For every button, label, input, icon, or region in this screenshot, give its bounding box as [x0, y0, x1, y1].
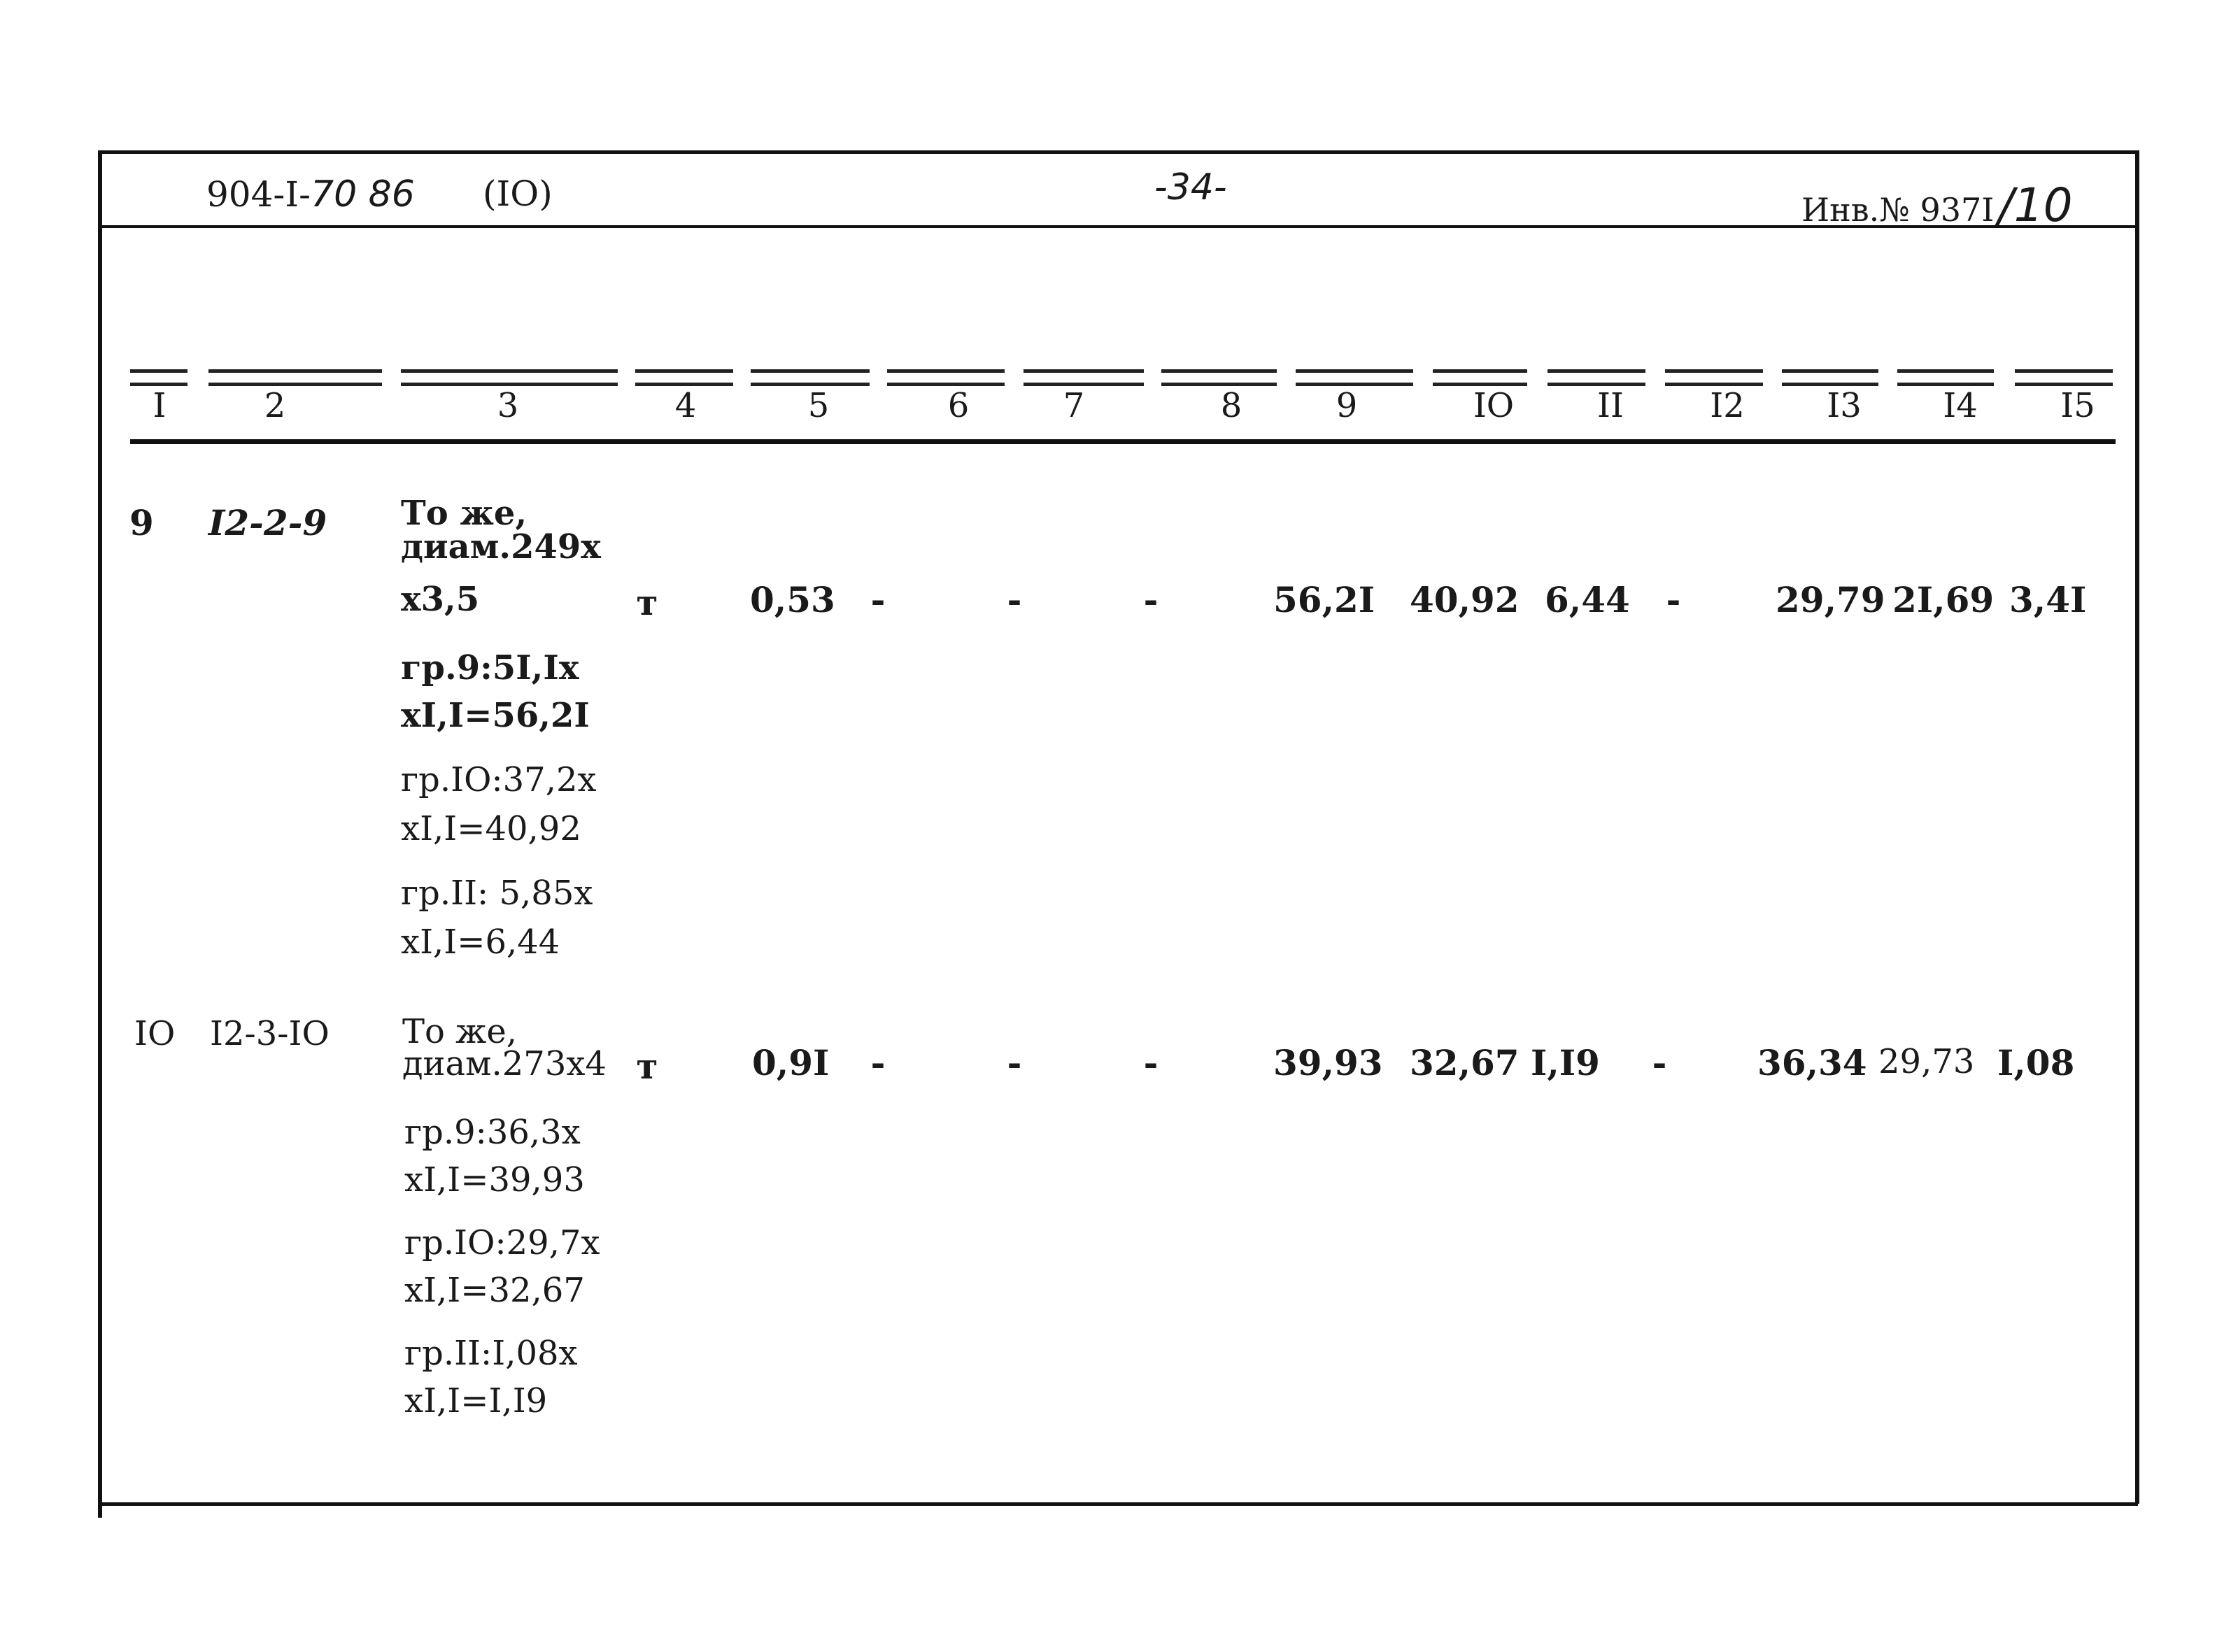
column-number: 7 — [1063, 386, 1085, 425]
row-description — [402, 1012, 607, 1083]
note-line: хI,I=56,2I — [401, 696, 590, 735]
note-line: хI,I=32,67 — [404, 1271, 585, 1310]
column-number: 2 — [264, 386, 286, 425]
column-number: I5 — [2060, 386, 2095, 425]
page-number: -34- — [1154, 166, 1227, 208]
unit: т — [636, 1046, 658, 1087]
note-line: хI,I=39,93 — [404, 1160, 585, 1199]
row-notes — [401, 643, 597, 967]
inventory-label: Инв.№ 937I — [1801, 191, 1995, 229]
cell-c12: - — [1652, 1042, 1667, 1083]
unit: т — [636, 582, 658, 623]
cell-c5: 0,9I — [752, 1042, 830, 1083]
column-number: 6 — [947, 386, 970, 425]
desc-line: То же, — [402, 1012, 517, 1051]
cell-c15: 3,4I — [2009, 579, 2087, 620]
column-number: 9 — [1336, 386, 1358, 425]
row-notes — [404, 1109, 600, 1425]
note-line: гр.II:I,08х — [404, 1334, 578, 1373]
cell-c8: - — [1143, 1042, 1159, 1083]
row-code: I2-2-9 — [208, 502, 327, 543]
inventory-handwritten: /10 — [1998, 178, 2073, 232]
column-number: 3 — [497, 386, 519, 425]
frame-bottom-border — [102, 1502, 2138, 1506]
cell-c14: 2I,69 — [1892, 579, 1995, 620]
cell-c9: 39,93 — [1273, 1042, 1383, 1083]
cell-c11: I,I9 — [1531, 1042, 1600, 1083]
row-number: IO — [134, 1014, 176, 1053]
frame-top-border — [98, 150, 2139, 154]
column-number: I2 — [1710, 386, 1745, 425]
column-number: 8 — [1220, 386, 1242, 425]
note-line: гр.9:36,3х — [404, 1113, 581, 1152]
column-number: II — [1597, 386, 1624, 425]
note-line: хI,I=6,44 — [401, 923, 560, 962]
column-number: 5 — [807, 386, 830, 425]
desc-line: диам.249х — [401, 527, 601, 567]
desc-line: х3,5 — [401, 580, 480, 619]
cell-c9: 56,2I — [1273, 579, 1375, 620]
desc-line: диам.273х4 — [402, 1044, 607, 1083]
note-line: гр.IO:37,2х — [401, 760, 597, 799]
frame-left-border — [98, 150, 102, 1518]
cell-c13: 36,34 — [1757, 1042, 1867, 1083]
note-line: хI,I=I,I9 — [404, 1381, 548, 1420]
cell-c10: 32,67 — [1410, 1042, 1520, 1083]
desc-line: То же, — [401, 494, 527, 533]
cell-c15: I,08 — [1997, 1042, 2075, 1083]
cell-c7: - — [1007, 579, 1022, 620]
row-number: 9 — [129, 502, 154, 543]
row-code: I2-3-IO — [210, 1014, 330, 1053]
inventory-number — [1801, 178, 2073, 232]
doc-code-printed: 904-I- — [206, 174, 311, 215]
column-number: IO — [1473, 386, 1515, 425]
cell-c10: 40,92 — [1410, 579, 1520, 620]
note-line: хI,I=40,92 — [401, 809, 581, 848]
cell-c6: - — [870, 1042, 886, 1083]
cell-c6: - — [870, 579, 886, 620]
frame-right-border — [2135, 150, 2139, 1504]
cell-c12: - — [1666, 579, 1681, 620]
note-line: гр.9:5I,Iх — [401, 648, 579, 688]
part-number: (IO) — [483, 173, 553, 214]
cell-c8: - — [1143, 579, 1159, 620]
cell-c7: - — [1007, 1042, 1022, 1083]
cell-c11: 6,44 — [1545, 579, 1630, 620]
row-description — [401, 494, 601, 567]
column-header-underline — [130, 439, 2116, 444]
document-code — [206, 173, 415, 215]
cell-c13: 29,79 — [1776, 579, 1885, 620]
column-number: I — [153, 386, 167, 425]
note-line: гр.II: 5,85х — [401, 874, 593, 913]
cell-c14: 29,73 — [1878, 1042, 1975, 1081]
cell-c5: 0,53 — [750, 579, 835, 620]
doc-code-handwritten: 70 86 — [310, 173, 415, 215]
note-line: гр.IO:29,7х — [404, 1223, 600, 1262]
column-number: I4 — [1943, 386, 1978, 425]
column-number: I3 — [1827, 386, 1862, 425]
column-number: 4 — [674, 386, 697, 425]
